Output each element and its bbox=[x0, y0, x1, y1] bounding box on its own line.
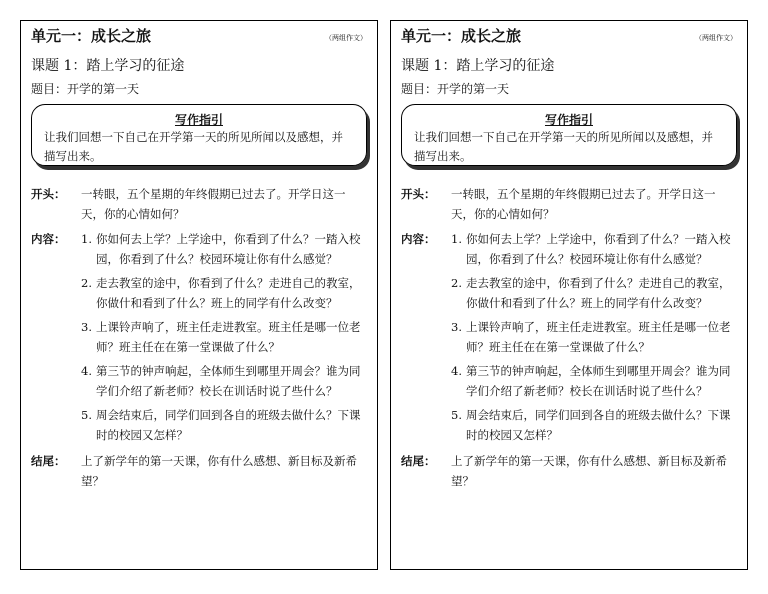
ending-section bbox=[401, 451, 737, 491]
list-item bbox=[81, 317, 367, 357]
list-item bbox=[81, 229, 367, 269]
ending-label: 结尾： bbox=[31, 454, 66, 468]
opening-section bbox=[31, 184, 367, 224]
item-number: 4. bbox=[81, 364, 92, 378]
list-item bbox=[81, 361, 367, 401]
topic-title: 课题 1：踏上学习的征途 bbox=[401, 58, 555, 74]
writing-guide-box bbox=[401, 104, 737, 166]
opening-section bbox=[401, 184, 737, 224]
item-text: 第三节的钟声响起，全体师生到哪里开周会？谁为同学们介绍了新老师？校长在训话时说了些什么？ bbox=[96, 364, 361, 398]
list-item bbox=[81, 273, 367, 313]
opening-text: 一转眼，五个星期的年终假期已过去了。开学日这一天，你的心情如何？ bbox=[81, 187, 346, 221]
item-text: 你如何去上学？上学途中，你看到了什么？一踏入校 园，你看到了什么？校园环境让你有什么感觉？ bbox=[466, 232, 731, 266]
ending-text: 上了新学年的第一天课，你有什么感想、新目标及新希望？ bbox=[451, 454, 727, 488]
item-number: 2. bbox=[81, 276, 92, 290]
list-item bbox=[451, 273, 737, 313]
ending-section bbox=[31, 451, 367, 491]
item-text: 上课铃声响了，班主任走进教室。班主任是哪一位老师？班主任在在第一堂课做了什么？ bbox=[466, 320, 731, 354]
guide-title: 写作指引 bbox=[544, 113, 593, 127]
list-item bbox=[451, 405, 737, 445]
item-number: 1. bbox=[81, 232, 92, 246]
item-number: 4. bbox=[451, 364, 462, 378]
unit-title: 单元一：成长之旅 bbox=[401, 27, 522, 45]
list-item bbox=[81, 405, 367, 445]
content-label: 内容： bbox=[401, 232, 436, 246]
item-number: 2. bbox=[451, 276, 462, 290]
unit-title: 单元一：成长之旅 bbox=[31, 27, 152, 45]
unit-header bbox=[401, 25, 737, 51]
item-text: 上课铃声响了，班主任走进教室。班主任是哪一位老师？班主任在在第一堂课做了什么？ bbox=[96, 320, 361, 354]
ending-text: 上了新学年的第一天课，你有什么感想、新目标及新希望？ bbox=[81, 454, 357, 488]
worksheet-right bbox=[390, 20, 748, 570]
opening-text: 一转眼，五个星期的年终假期已过去了。开学日这一天，你的心情如何？ bbox=[451, 187, 716, 221]
item-number: 3. bbox=[451, 320, 462, 334]
unit-note: （两组作文） bbox=[325, 34, 367, 42]
opening-label: 开头： bbox=[31, 187, 66, 201]
item-text: 周会结束后，同学们回到各自的班级去做什么？下课时的校园又怎样？ bbox=[466, 408, 731, 442]
item-text: 周会结束后，同学们回到各自的班级去做什么？下课时的校园又怎样？ bbox=[96, 408, 361, 442]
content-section bbox=[31, 229, 367, 449]
unit-note: （两组作文） bbox=[695, 34, 737, 42]
topic-title: 课题 1：踏上学习的征途 bbox=[31, 58, 185, 74]
list-item bbox=[451, 361, 737, 401]
writing-guide-box bbox=[31, 104, 367, 166]
item-number: 5. bbox=[451, 408, 462, 422]
subject-title: 题目：开学的第一天 bbox=[401, 82, 510, 96]
content-section bbox=[401, 229, 737, 449]
guide-title: 写作指引 bbox=[174, 113, 223, 127]
item-number: 3. bbox=[81, 320, 92, 334]
worksheet-left bbox=[20, 20, 378, 570]
content-list bbox=[451, 229, 737, 449]
guide-text: 让我们回想一下自己在开学第一天的所见所闻以及感想，并描写出来。 bbox=[44, 130, 343, 163]
content-list bbox=[81, 229, 367, 449]
item-text: 你如何去上学？上学途中，你看到了什么？一踏入校 园，你看到了什么？校园环境让你有什么感觉？ bbox=[96, 232, 361, 266]
item-number: 5. bbox=[81, 408, 92, 422]
unit-header bbox=[31, 25, 367, 51]
guide-text: 让我们回想一下自己在开学第一天的所见所闻以及感想，并描写出来。 bbox=[414, 130, 713, 163]
item-text: 第三节的钟声响起，全体师生到哪里开周会？谁为同学们介绍了新老师？校长在训话时说了些什么？ bbox=[466, 364, 731, 398]
item-text: 走去教室的途中，你看到了什么？走进自己的教室，你做什和看到了什么？班上的同学有什么改变？ bbox=[96, 276, 361, 310]
opening-label: 开头： bbox=[401, 187, 436, 201]
item-text: 走去教室的途中，你看到了什么？走进自己的教室，你做什和看到了什么？班上的同学有什么改变？ bbox=[466, 276, 731, 310]
item-number: 1. bbox=[451, 232, 462, 246]
content-label: 内容： bbox=[31, 232, 66, 246]
list-item bbox=[451, 229, 737, 269]
subject-title: 题目：开学的第一天 bbox=[31, 82, 140, 96]
list-item bbox=[451, 317, 737, 357]
ending-label: 结尾： bbox=[401, 454, 436, 468]
